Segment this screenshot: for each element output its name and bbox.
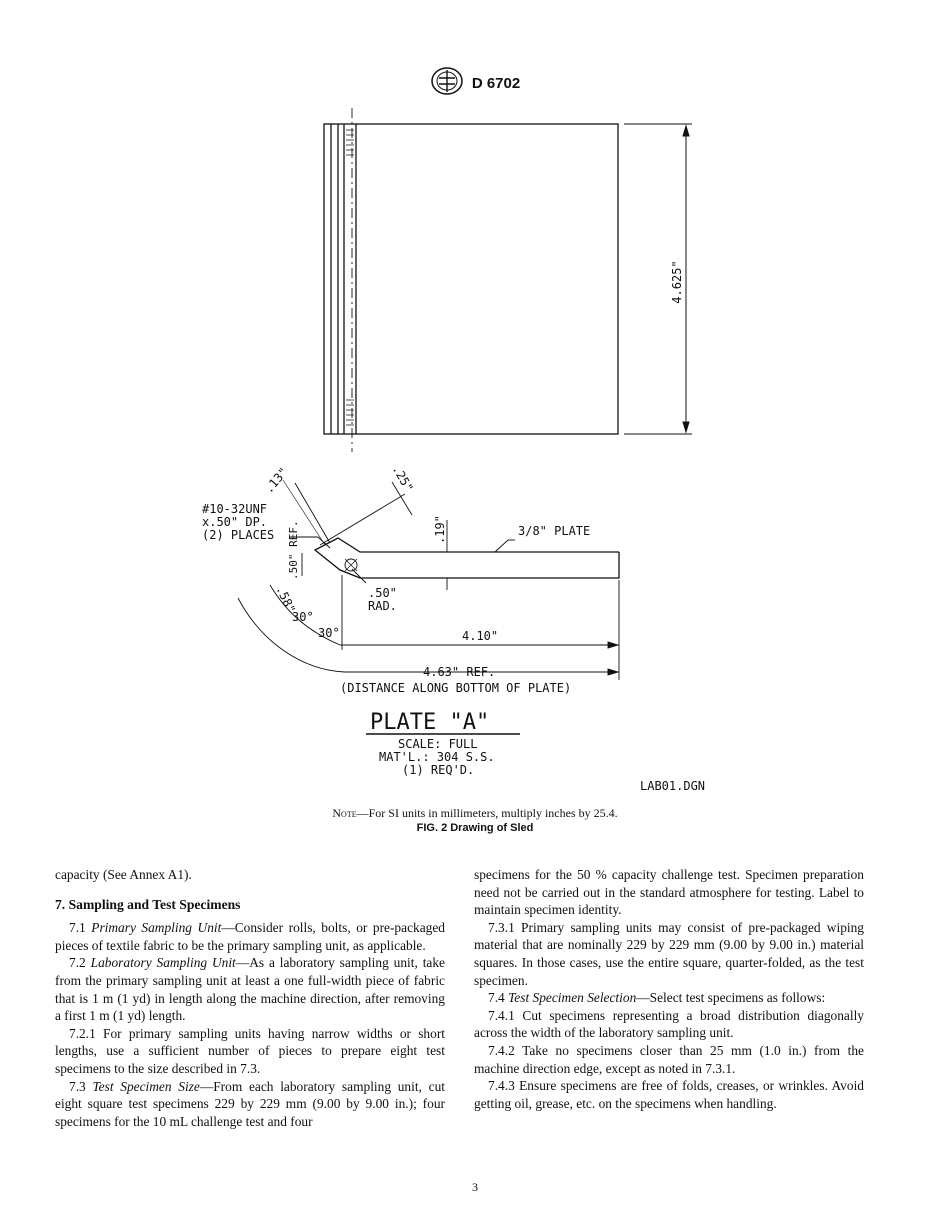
thread-callout-2: x.50" DP.	[202, 515, 268, 529]
material-label: MAT'L.: 304 S.S.	[379, 750, 495, 764]
plate-top-view	[324, 108, 618, 452]
paragraph-7-4-3: 7.4.3 Ensure specimens are free of folds, creases, or wrinkles. Avoid getting oil, grease, etc. on the specimens when handling.	[474, 1078, 864, 1111]
dim-25-label: .25"	[389, 462, 416, 495]
rad-label-2: RAD.	[368, 599, 397, 613]
paragraph: capacity (See Annex A1).	[55, 867, 192, 882]
dim-50-ref-label: .50" REF.	[287, 520, 300, 580]
dim-463-label: 4.63" REF.	[423, 665, 496, 679]
paragraph-7-1: 7.1 Primary Sampling Unit—Consider rolls, bolts, or pre-packaged pieces of textile fabric to be the primary sampling unit, as applicable.	[55, 920, 445, 953]
angle-1-label: 30°	[292, 610, 314, 624]
paragraph-7-4: 7.4 Test Specimen Selection—Select test specimens as follows:	[488, 990, 826, 1006]
rad-label-1: .50"	[368, 586, 397, 600]
thread-callout-1: #10-32UNF	[202, 502, 268, 516]
thread-callout-3: (2) PLACES	[202, 528, 275, 542]
standard-designation: D 6702	[471, 75, 521, 92]
dim-19-label: .19"	[433, 515, 447, 544]
distance-note: (DISTANCE ALONG BOTTOM OF PLATE)	[340, 681, 572, 695]
angle-2-label: 30°	[318, 626, 340, 640]
figure-note: Note—For SI units in millimeters, multiply inches by 25.4.	[332, 806, 618, 820]
paragraph-7-3: 7.3 Test Specimen Size—From each laboratory sampling unit, cut eight square test specimens 229 by 229 mm (9.00 by 9.00 in.); four specimens for the 10 mL challenge test and four	[55, 1078, 445, 1129]
dim-58-label: .58"	[273, 583, 299, 616]
file-label: LAB01.DGN	[640, 779, 706, 793]
dim-13-label: .13"	[261, 464, 291, 496]
scale-label: SCALE: FULL	[398, 737, 478, 751]
paragraph-7-4-1: 7.4.1 Cut specimens representing a broad distribution diagonally across the width of the laboratory sampling unit.	[474, 1007, 864, 1041]
right-column	[474, 866, 864, 1112]
section-heading: 7. Sampling and Test Specimens	[55, 896, 241, 912]
required-label: (1) REQ'D.	[402, 763, 475, 777]
paragraph: specimens for the 50 % capacity challenge test. Specimen preparation need not be carried out in the standard atmosphere for testing. Label to maintain specimen identity.	[474, 867, 864, 918]
paragraph-7-3-1: 7.3.1 Primary sampling units may consist of pre-packaged wiping material that are nominally 229 by 229 mm (9.00 by 9.00 in.) material squares. In those cases, use the entire square, quarter-folded, as the test specimen.	[474, 919, 864, 988]
paragraph-7-2-1: 7.2.1 For primary sampling units having narrow widths or short lengths, use a sufficient number of pieces to prepare eight test specimens to the size described in 7.3.	[55, 1025, 445, 1076]
plate-title: PLATE "A"	[370, 710, 490, 735]
left-column	[55, 866, 445, 1130]
paragraph-7-2: 7.2 Laboratory Sampling Unit—As a laboratory sampling unit, take from the primary sampling unit at least a one full-width piece of fabric that is 1 m (1 yd) in length along the machine direction, after removing a first 1 m (1 yd) length.	[55, 955, 446, 1024]
plate-thickness-label: 3/8" PLATE	[518, 524, 591, 538]
figure-caption: FIG. 2 Drawing of Sled	[416, 822, 534, 834]
dim-410-label: 4.10"	[462, 629, 499, 643]
paragraph-7-4-2: 7.4.2 Take no specimens closer than 25 mm (1.0 in.) from the machine direction edge, except as noted in 7.3.1.	[474, 1042, 864, 1076]
page-number: 3	[472, 1180, 478, 1194]
height-dimension-label: 4.625"	[670, 260, 684, 304]
